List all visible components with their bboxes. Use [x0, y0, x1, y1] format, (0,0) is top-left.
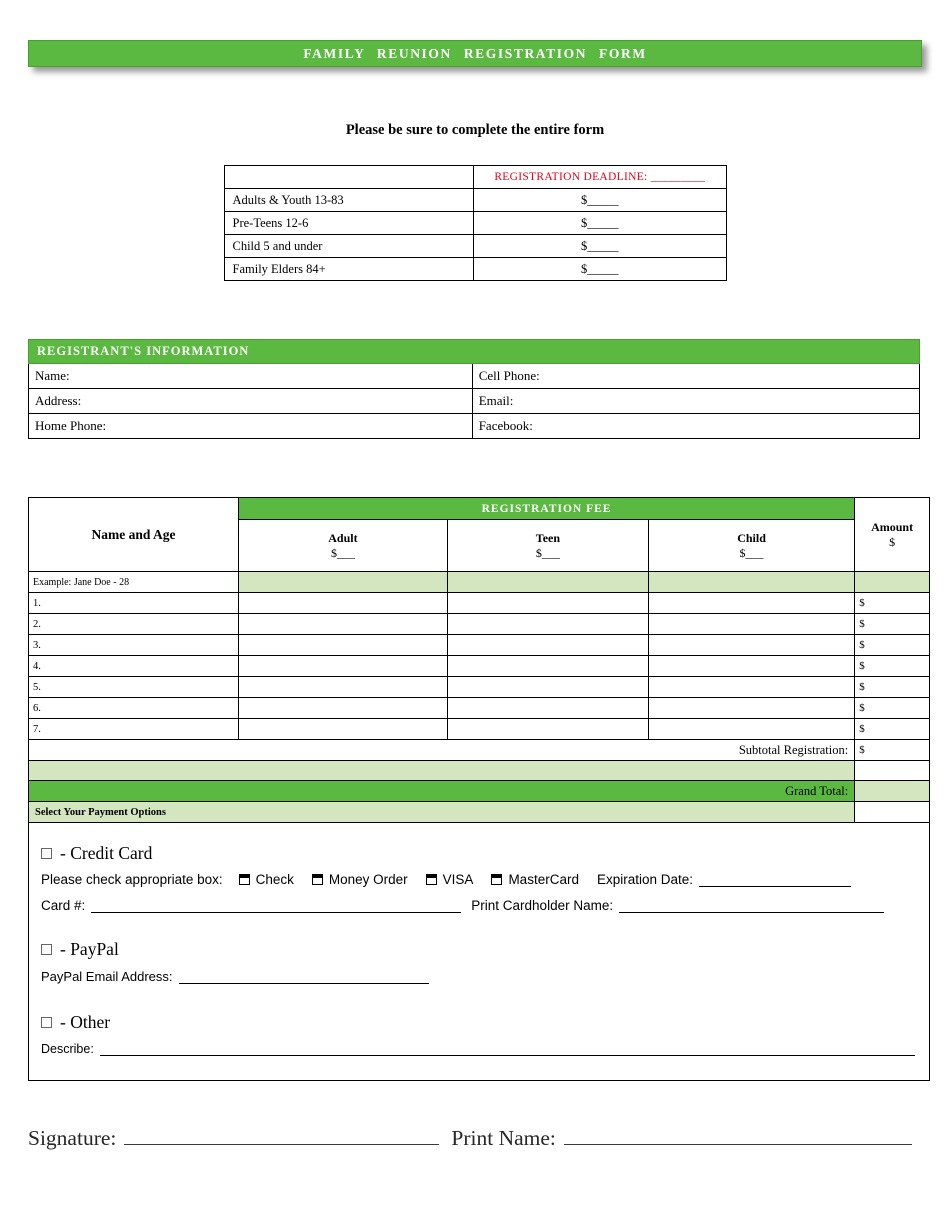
paypal-email-label: PayPal Email Address:	[41, 969, 173, 984]
price-value-adults[interactable]: $_____	[473, 189, 726, 212]
example-amount-cell	[855, 572, 930, 593]
check-checkbox-icon[interactable]	[239, 874, 250, 885]
mastercard-checkbox-icon[interactable]	[491, 874, 502, 885]
adult-price[interactable]: $___	[330, 545, 355, 560]
card-type-row	[41, 872, 915, 887]
credit-card-label: - Credit Card	[60, 843, 153, 863]
subtotal-row	[29, 740, 930, 761]
check-option	[239, 872, 312, 887]
form-title-bar	[28, 40, 922, 67]
example-teen-cell	[447, 572, 648, 593]
price-value-elders[interactable]: $_____	[473, 258, 726, 281]
price-label-preteens: Pre-Teens 12-6	[224, 212, 473, 235]
child-fee-cell[interactable]	[648, 614, 854, 635]
amount-cell[interactable]: $	[855, 614, 930, 635]
print-name-label: Print Name:	[451, 1126, 556, 1150]
cardholder-name-label: Print Cardholder Name:	[471, 898, 614, 913]
amount-cell[interactable]: $	[855, 698, 930, 719]
row-number-cell[interactable]: 1.	[29, 593, 239, 614]
paypal-checkbox-icon[interactable]	[41, 944, 52, 955]
email-field[interactable]: Email:	[472, 389, 919, 414]
fee-row	[29, 719, 930, 740]
spacer-amount-cell	[855, 761, 930, 781]
registrant-section-header: REGISTRANT'S INFORMATION	[29, 340, 920, 364]
other-checkbox-icon[interactable]	[41, 1017, 52, 1028]
instruction-note: Please be sure to complete the entire form	[345, 122, 605, 138]
teen-fee-cell[interactable]	[447, 698, 648, 719]
price-label-elders: Family Elders 84+	[224, 258, 473, 281]
empty-cell	[224, 166, 473, 189]
registration-fee-table	[28, 497, 930, 823]
amount-label: Amount	[871, 519, 914, 534]
form-title: FAMILY REUNION REGISTRATION FORM	[303, 45, 647, 61]
describe-line[interactable]	[100, 1042, 915, 1056]
payment-options-amount-cell	[855, 802, 930, 823]
registrant-row	[29, 364, 920, 389]
card-number-row	[41, 898, 915, 913]
child-fee-cell[interactable]	[648, 635, 854, 656]
teen-fee-cell[interactable]	[447, 614, 648, 635]
amount-cell[interactable]: $	[855, 593, 930, 614]
signature-label: Signature:	[28, 1126, 117, 1150]
child-fee-cell[interactable]	[648, 656, 854, 677]
registrant-info-table	[28, 339, 920, 439]
child-column-header	[648, 520, 854, 572]
cell-phone-field[interactable]: Cell Phone:	[472, 364, 919, 389]
check-label: Check	[255, 872, 294, 887]
money-order-option	[312, 872, 426, 887]
adult-column-header	[238, 520, 447, 572]
price-table	[224, 165, 727, 281]
fee-row	[29, 635, 930, 656]
amount-cell[interactable]: $	[855, 677, 930, 698]
amount-cell[interactable]: $	[855, 719, 930, 740]
paypal-heading	[41, 939, 915, 960]
teen-fee-cell[interactable]	[447, 635, 648, 656]
example-row	[29, 572, 930, 593]
price-value-preteens[interactable]: $_____	[473, 212, 726, 235]
adult-fee-cell[interactable]	[238, 635, 447, 656]
adult-label: Adult	[328, 530, 358, 545]
registrant-row	[29, 389, 920, 414]
paypal-email-row	[41, 969, 915, 984]
other-heading	[41, 1012, 915, 1033]
adult-fee-cell[interactable]	[238, 656, 447, 677]
paypal-label: - PayPal	[60, 939, 119, 959]
row-number-cell[interactable]: 2.	[29, 614, 239, 635]
price-label-adults: Adults & Youth 13-83	[224, 189, 473, 212]
check-appropriate-label: Please check appropriate box:	[41, 872, 223, 887]
child-label: Child	[737, 530, 766, 545]
money-order-label: Money Order	[328, 872, 408, 887]
subtotal-label: Subtotal Registration:	[29, 740, 855, 761]
adult-fee-cell[interactable]	[238, 593, 447, 614]
amount-column-header	[855, 498, 930, 572]
grand-total-label: Grand Total:	[29, 781, 855, 802]
print-name-line[interactable]	[564, 1123, 912, 1145]
describe-label: Describe:	[41, 1042, 94, 1056]
money-order-checkbox-icon[interactable]	[312, 874, 323, 885]
spacer-cell	[29, 761, 855, 781]
home-phone-field[interactable]: Home Phone:	[29, 414, 473, 439]
visa-checkbox-icon[interactable]	[426, 874, 437, 885]
amount-cell[interactable]: $	[855, 656, 930, 677]
payment-options-header: Select Your Payment Options	[29, 802, 855, 823]
registration-deadline-cell[interactable]: REGISTRATION DEADLINE: _________	[473, 166, 726, 189]
child-fee-cell[interactable]	[648, 593, 854, 614]
signature-line[interactable]	[124, 1123, 439, 1145]
row-number-cell[interactable]: 6.	[29, 698, 239, 719]
example-cell: Example: Jane Doe - 28	[29, 572, 239, 593]
fee-row	[29, 614, 930, 635]
child-price[interactable]: $___	[739, 545, 764, 560]
payment-options-row	[29, 802, 930, 823]
registration-fee-header: REGISTRATION FEE	[238, 498, 854, 520]
row-number-cell[interactable]: 4.	[29, 656, 239, 677]
teen-fee-cell[interactable]	[447, 593, 648, 614]
other-label: - Other	[60, 1012, 111, 1032]
child-fee-cell[interactable]	[648, 698, 854, 719]
name-field[interactable]: Name:	[29, 364, 473, 389]
fee-row	[29, 698, 930, 719]
cardholder-name-line[interactable]	[619, 899, 884, 913]
fee-header-row	[29, 498, 930, 520]
row-number-cell[interactable]: 7.	[29, 719, 239, 740]
adult-fee-cell[interactable]	[238, 698, 447, 719]
paypal-email-line[interactable]	[179, 970, 429, 984]
child-fee-cell[interactable]	[648, 677, 854, 698]
payment-section	[28, 823, 930, 1081]
price-row	[224, 212, 726, 235]
visa-label: VISA	[442, 872, 474, 887]
row-number-cell[interactable]: 5.	[29, 677, 239, 698]
fee-row	[29, 656, 930, 677]
teen-column-header	[447, 520, 648, 572]
price-row	[224, 189, 726, 212]
grand-total-row	[29, 781, 930, 802]
credit-card-checkbox-icon[interactable]	[41, 848, 52, 859]
registrant-header-row	[29, 340, 920, 364]
adult-fee-cell[interactable]	[238, 614, 447, 635]
teen-label: Teen	[535, 530, 561, 545]
child-fee-cell[interactable]	[648, 719, 854, 740]
amount-symbol: $	[889, 534, 896, 549]
signature-row	[28, 1123, 950, 1151]
card-number-label: Card #:	[41, 898, 86, 913]
address-field[interactable]: Address:	[29, 389, 473, 414]
price-row	[224, 258, 726, 281]
describe-row	[41, 1042, 915, 1056]
adult-fee-cell[interactable]	[238, 719, 447, 740]
amount-cell[interactable]: $	[855, 635, 930, 656]
name-age-header: Name and Age	[29, 498, 239, 572]
price-label-child: Child 5 and under	[224, 235, 473, 258]
mastercard-label: MasterCard	[508, 872, 579, 887]
subtotal-amount-cell[interactable]: $	[855, 740, 930, 761]
price-row	[224, 235, 726, 258]
teen-fee-cell[interactable]	[447, 656, 648, 677]
deadline-row	[224, 166, 726, 189]
expiration-date-label: Expiration Date:	[596, 872, 694, 887]
teen-fee-cell[interactable]	[447, 677, 648, 698]
mastercard-option	[491, 872, 597, 887]
price-value-child[interactable]: $_____	[473, 235, 726, 258]
registrant-row	[29, 414, 920, 439]
teen-fee-cell[interactable]	[447, 719, 648, 740]
grand-total-amount-cell[interactable]	[855, 781, 930, 802]
teen-price[interactable]: $___	[535, 545, 560, 560]
adult-fee-cell[interactable]	[238, 677, 447, 698]
fee-row	[29, 593, 930, 614]
example-child-cell	[648, 572, 854, 593]
card-number-line[interactable]	[91, 899, 461, 913]
example-adult-cell	[238, 572, 447, 593]
credit-card-heading	[41, 843, 915, 864]
expiration-date-line[interactable]	[699, 873, 851, 887]
spacer-row	[29, 761, 930, 781]
row-number-cell[interactable]: 3.	[29, 635, 239, 656]
fee-row	[29, 677, 930, 698]
facebook-field[interactable]: Facebook:	[472, 414, 919, 439]
visa-option	[426, 872, 492, 887]
